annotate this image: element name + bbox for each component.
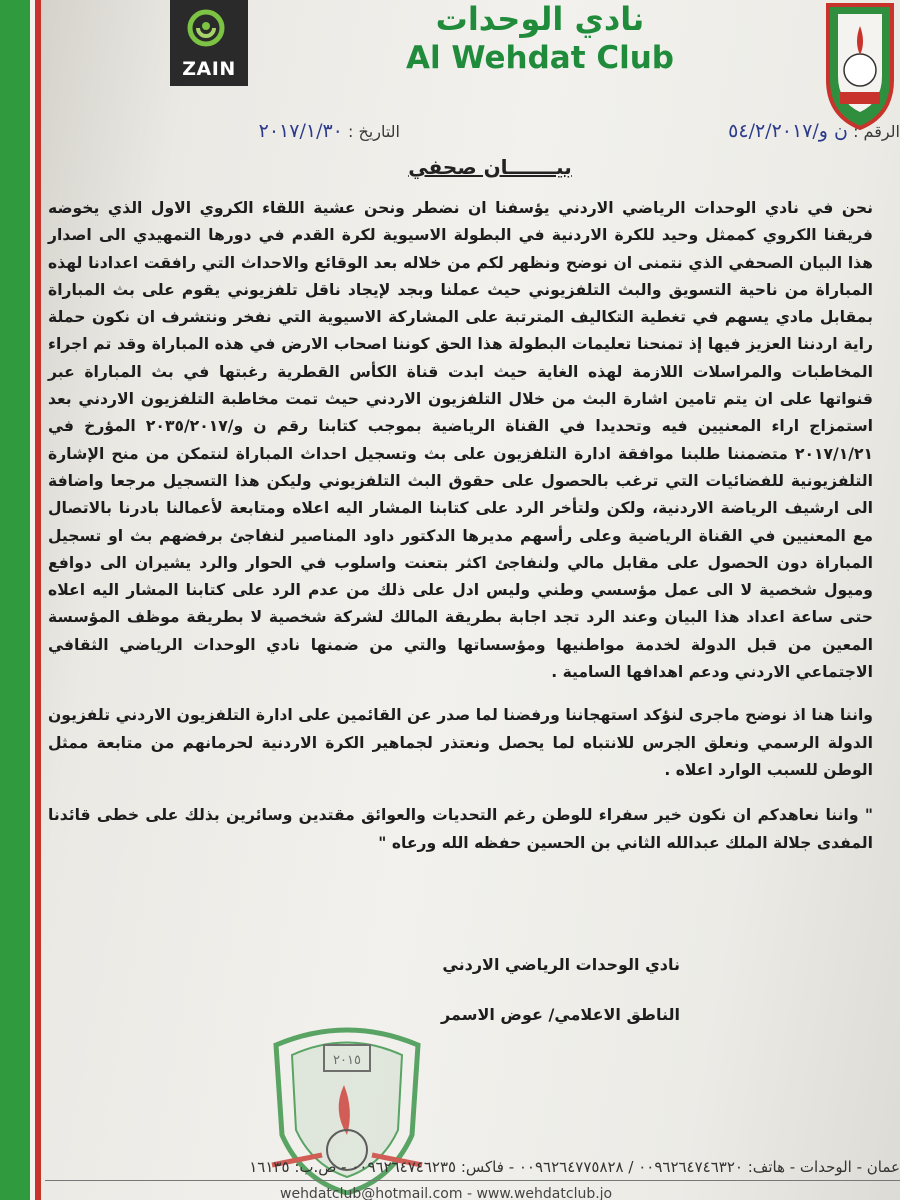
- zain-sponsor-logo: [170, 0, 248, 86]
- green-side-stripe: [0, 0, 30, 1200]
- date-label: التاريخ :: [347, 122, 400, 141]
- zain-swirl-icon: [184, 6, 228, 50]
- signature-organization: نادي الوحدات الرياضي الاردني: [442, 955, 680, 974]
- stamp-year: ٢٠١٥: [333, 1053, 361, 1068]
- zain-logo-text: ZAIN: [182, 58, 236, 80]
- signature-spokesperson: الناطق الاعلامي/ عوض الاسمر: [441, 1005, 680, 1024]
- document-title: بيـــــــان صحفي: [408, 155, 572, 179]
- date-line: [160, 120, 400, 150]
- reference-label: الرقم :: [853, 122, 900, 141]
- club-name-english: Al Wehdat Club: [406, 40, 674, 76]
- footer-divider: [45, 1180, 900, 1181]
- date-value: ٢٠١٧/١/٣٠: [258, 120, 343, 142]
- paragraph-main: نحن في نادي الوحدات الرياضي الاردني يؤسفنا ان نضطر ونحن عشية اللقاء الكروي الاول الذي يخوضه فريقنا الكروي كممثل وحيد للكرة الاردنية في البطولة الاسيوية لكرة القدم في دورها التمهيدي الى اصدار هذا البيان الصحفي الذي نتمنى ان نوضح ونظهر لكم من خلاله بعد الوقائع والاحداث التي رافقت اعدادنا لهذه المباراة من ناحية التسويق والبث التلفزيوني حيث عملنا وبجد لإيجاد ناقل تلفزيوني يقوم على بث المباراة بمقابل مادي يسهم في تغطية التكاليف المترتبة على المشاركة الاسيوية التي نفخر ونتشرف ان نكون حملة راية اردننا العزيز فيها إذ تمنحنا تعليمات البطولة هذا الحق كوننا اصحاب الارض في هذه المباراة وقد تم اجراء المخاطبات والمراسلات اللازمة لهذه الغاية حيث ابدت قناة الكأس القطرية رغبتها في بث المباراة عبر قنواتها على ان يتم تامين اشارة البث من خلال التلفزيون الاردني حيث تمت مخاطبة التلفزيون الاردني بعد استمزاج اراء المعنيين فيه وتحديدا في القناة الرياضية بموجب كتابنا رقم ن و/٢٠٣٥/٢٠١٧ المؤرخ في ٢٠١٧/١/٢١ متضمننا طلبنا موافقة ادارة التلفزيون على بث وتسجيل احداث المباراة لنتمكن من منح الإشارة التلفزيونية للفضائيات التي ترغب بالحصول على حقوق البث التلفزيوني وليكن هذا التسجيل مرجعا واضافة الى ارشيف الرياضة الاردنية، ولكن ولتأخر الرد على كتابنا المشار اليه اعلاه ومتابعة لأعمالنا بادرنا بالاتصال مع المعنيين في القناة الرياضية وعلى رأسهم مديرها الدكتور داود المناصير لنفاجئ برفضهم بث او تسجيل المباراة دون الحصول على مقابل مالي ولنفاجئ اكثر بتعنت واسلوب في الحوار والرد يشيران الى دوافع وميول شخصية لا الى عمل مؤسسي وطني وليس ادل على ذلك من عدم الرد على كتابنا المشار اليه اعلاه حتى ساعة اعداد هذا البيان وعند الرد تجد اجابة بطريقة المالك لشركة شخصية لا بطريقة موظف المؤسسة المعين من قبل الدولة لخدمة مواطنيها ومؤسساتها والتي من ضمنها نادي الوحدات الرياضي الثقافي الاجتماعي الاردني ودعم اهدافها السامية .: [48, 199, 873, 682]
- red-side-stripe: [35, 0, 41, 1200]
- footer-address: عمان - الوحدات - هاتف: ٠٠٩٦٢٦٤٧٤٦٣٢٠ / ٠٠٩٦٢٦٤٧٧٥٨٢٨ - فاكس: ٠٠٩٦٢٦٤٧٤٦٢٣٥ - ص.ب: ١٦١٣٥: [249, 1158, 900, 1176]
- reference-value: ن و/٥٤/٢/٢٠١٧: [728, 120, 848, 142]
- paragraph-pledge: " واننا نعاهدكم ان نكون خير سفراء للوطن رغم التحديات والعوائق مقتدين وسائرين بذلك على خطى قائدنا المفدى جلالة الملك عبدالله الثاني بن الحسين حفظه الله ورعاه ": [48, 806, 873, 852]
- club-crest-icon: [820, 0, 900, 130]
- club-name-arabic: نادي الوحدات: [435, 0, 645, 38]
- paragraph-clarification: واننا هنا اذ نوضح ماجرى لنؤكد استهجاننا ورفضنا لما صدر عن القائمين على ادارة التلفزيون الاردني تلفزيون الدولة الرسمي ونعلق الجرس للانتباه لما يحصل ونعتذر لجماهير الكرة الاردنية لحرمانهم من متابعة ممثل الوطن للسبب الوارد اعلاه .: [48, 706, 873, 779]
- press-release-body: [48, 195, 873, 857]
- footer-web: wehdatclub@hotmail.com - www.wehdatclub.jo: [280, 1186, 613, 1200]
- reference-line: [690, 120, 900, 150]
